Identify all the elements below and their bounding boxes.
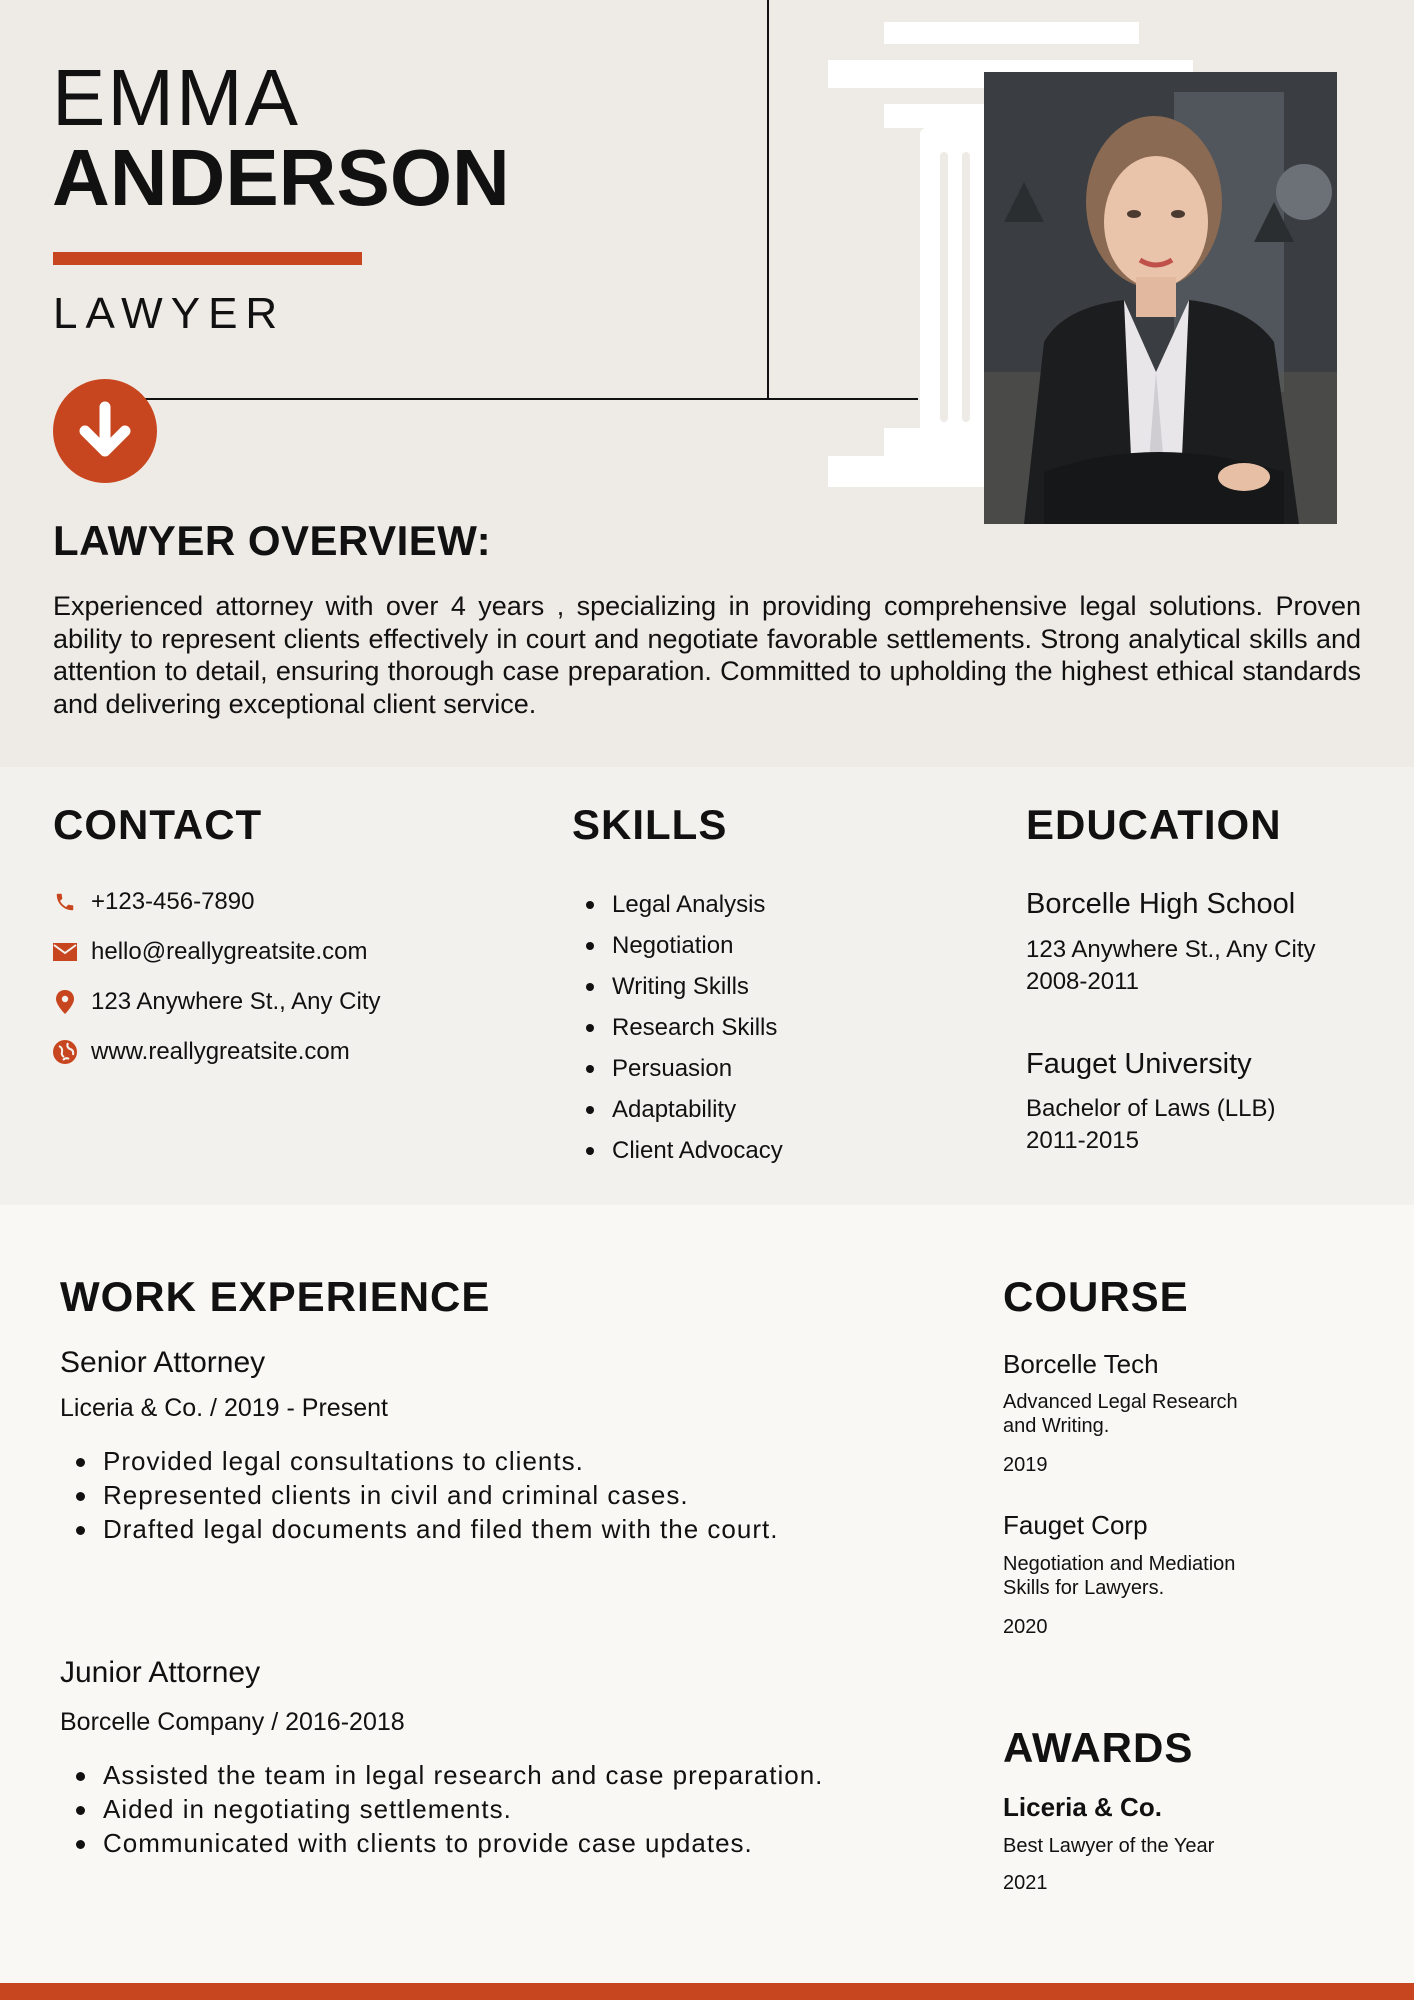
education-detail: 123 Anywhere St., Any City xyxy=(1026,936,1316,963)
experience-section xyxy=(0,1205,1414,1983)
job-bullet: Provided legal consultations to clients. xyxy=(60,1444,778,1478)
horizontal-divider xyxy=(140,398,918,400)
mail-icon xyxy=(53,940,77,964)
job-role: LAWYER xyxy=(53,289,286,338)
job-bullet: Represented clients in civil and criminal cases. xyxy=(60,1478,778,1512)
contact-email[interactable] xyxy=(53,936,367,968)
contact-address-text: 123 Anywhere St., Any City xyxy=(91,988,381,1015)
contact-website-text: www.reallygreatsite.com xyxy=(91,1038,350,1065)
work-experience-title: WORK EXPERIENCE xyxy=(60,1273,491,1320)
job-meta: Borcelle Company / 2016-2018 xyxy=(60,1708,405,1736)
job-bullets xyxy=(60,1758,823,1860)
contact-phone-text: +123-456-7890 xyxy=(91,888,255,915)
job-bullet: Communicated with clients to provide case updates. xyxy=(60,1826,823,1860)
footer-accent-bar xyxy=(0,1983,1414,2000)
skill-item: Legal Analysis xyxy=(572,884,783,925)
skills-title: SKILLS xyxy=(572,801,728,848)
course-title: COURSE xyxy=(1003,1273,1189,1320)
skill-item: Research Skills xyxy=(572,1007,783,1048)
education-school: Fauget University xyxy=(1026,1048,1252,1080)
education-years: 2011-2015 xyxy=(1026,1127,1139,1154)
skill-item: Negotiation xyxy=(572,925,783,966)
job-bullet: Assisted the team in legal research and case preparation. xyxy=(60,1758,823,1792)
awards-title: AWARDS xyxy=(1003,1724,1194,1771)
contact-phone[interactable] xyxy=(53,886,254,918)
job-bullets xyxy=(60,1444,778,1546)
scroll-down-button[interactable] xyxy=(53,379,157,483)
course-provider: Borcelle Tech xyxy=(1003,1349,1159,1379)
course-description: Negotiation and Mediation xyxy=(1003,1553,1236,1575)
job-bullet: Drafted legal documents and filed them with the court. xyxy=(60,1512,778,1546)
education-title: EDUCATION xyxy=(1026,801,1282,848)
job-meta: Liceria & Co. / 2019 - Present xyxy=(60,1394,388,1422)
award-year: 2021 xyxy=(1003,1872,1048,1894)
course-provider: Fauget Corp xyxy=(1003,1510,1148,1540)
job-title: Senior Attorney xyxy=(60,1346,266,1379)
arrow-down-icon xyxy=(53,379,157,483)
globe-icon xyxy=(53,1040,77,1064)
accent-underline xyxy=(53,252,362,265)
skill-item: Client Advocacy xyxy=(572,1130,783,1171)
overview-text: Experienced attorney with over 4 years , specializing in providing comprehensive legal solutions. Proven ability to represent clients effectively in court and negotiate favorable settlements. Strong analytical skills and attention to detail, ensuring thorough case preparation. Committed to upholding the highest ethical standards and delivering exceptional client service. xyxy=(53,591,1361,719)
contact-website[interactable] xyxy=(53,1036,350,1068)
skills-list xyxy=(572,884,783,1171)
award-organization: Liceria & Co. xyxy=(1003,1792,1162,1822)
course-description: and Writing. xyxy=(1003,1415,1110,1437)
award-description: Best Lawyer of the Year xyxy=(1003,1835,1215,1857)
job-title: Junior Attorney xyxy=(60,1656,261,1689)
first-name: EMMA xyxy=(52,53,300,142)
phone-icon xyxy=(53,890,77,914)
course-year: 2019 xyxy=(1003,1454,1048,1476)
skill-item: Persuasion xyxy=(572,1048,783,1089)
course-description: Skills for Lawyers. xyxy=(1003,1577,1165,1599)
contact-email-text: hello@reallygreatsite.com xyxy=(91,938,368,965)
course-year: 2020 xyxy=(1003,1616,1048,1638)
job-bullet: Aided in negotiating settlements. xyxy=(60,1792,823,1826)
profile-photo xyxy=(984,72,1337,524)
last-name: ANDERSON xyxy=(52,133,510,222)
location-pin-icon xyxy=(53,990,77,1014)
education-years: 2008-2011 xyxy=(1026,968,1139,995)
course-description: Advanced Legal Research xyxy=(1003,1391,1238,1413)
education-school: Borcelle High School xyxy=(1026,888,1296,920)
vertical-divider xyxy=(767,0,769,400)
contact-title: CONTACT xyxy=(53,801,263,848)
education-detail: Bachelor of Laws (LLB) xyxy=(1026,1095,1276,1122)
skill-item: Adaptability xyxy=(572,1089,783,1130)
overview-title: LAWYER OVERVIEW: xyxy=(53,517,492,564)
contact-address xyxy=(53,986,381,1018)
skill-item: Writing Skills xyxy=(572,966,783,1007)
